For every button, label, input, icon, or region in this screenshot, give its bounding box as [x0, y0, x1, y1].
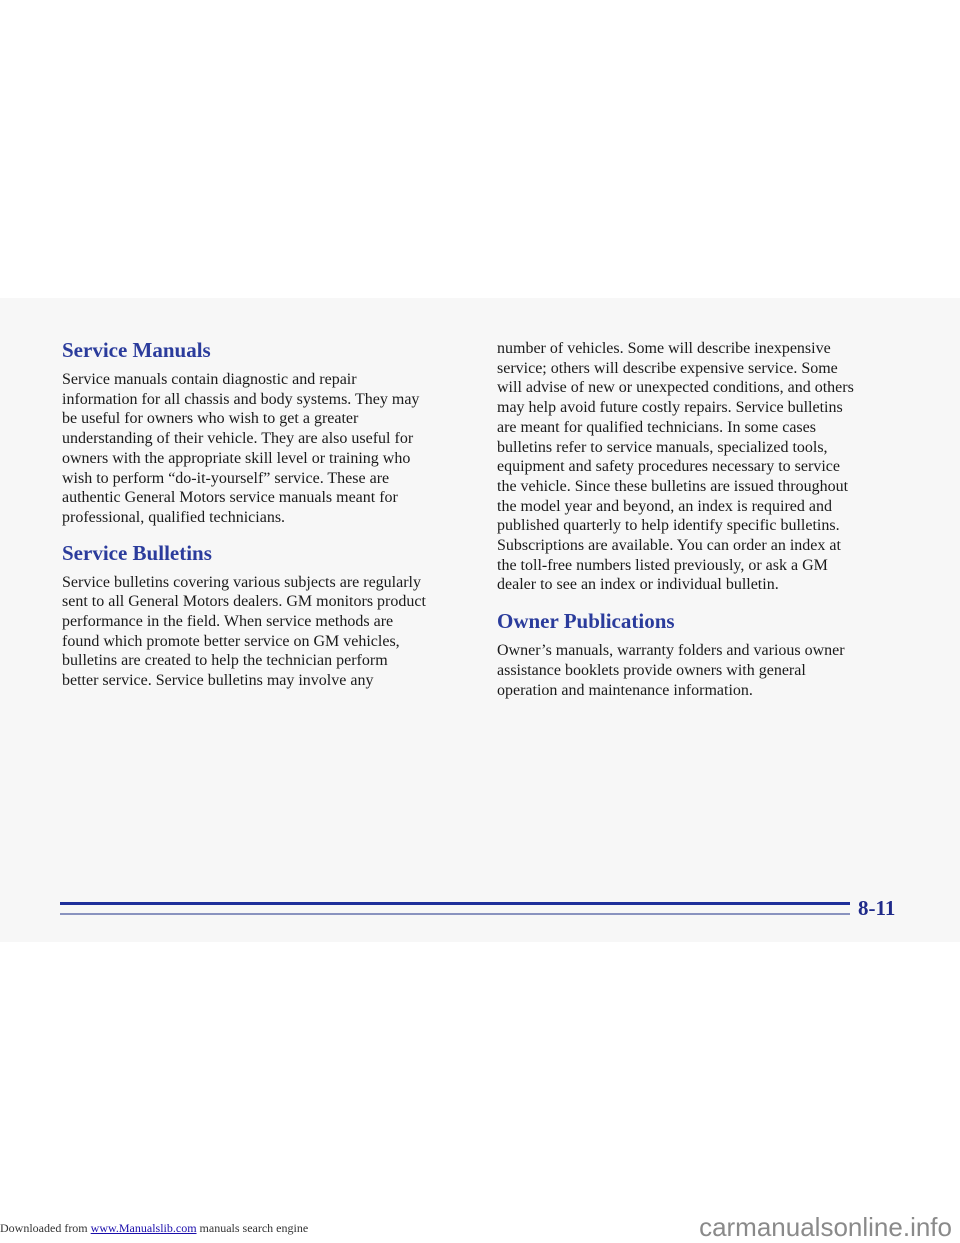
text-line: will advise of new or unexpected conditions, and others [497, 379, 854, 397]
page-number: 8-11 [858, 896, 896, 920]
text-line: owners with the appropriate skill level or training who [62, 449, 411, 467]
paragraph-service-manuals [62, 370, 482, 528]
text-line: the toll-free numbers listed previously, or ask a GM [497, 556, 828, 574]
text-line: Owner’s manuals, warranty folders and various owner [497, 642, 845, 660]
text-line: operation and maintenance information. [497, 681, 753, 699]
text-line: sent to all General Motors dealers. GM monitors product [62, 593, 426, 611]
heading-service-manuals: Service Manuals [62, 338, 211, 362]
right-column [497, 339, 917, 700]
text-line: better service. Service bulletins may involve any [62, 672, 374, 690]
manualslib-link[interactable]: www.Manualslib.com [90, 1221, 197, 1235]
heading-service-bulletins: Service Bulletins [62, 540, 212, 565]
text-line: Service bulletins covering various subjects are regularly [62, 573, 421, 591]
text-line: authentic General Motors service manuals meant for [62, 489, 398, 507]
text-line: bulletins are created to help the technician perform [62, 652, 388, 670]
text-line: found which promote better service on GM vehicles, [62, 632, 400, 650]
text-line: the model year and beyond, an index is required and [497, 497, 832, 515]
text-line: performance in the field. When service methods are [62, 613, 394, 631]
text-line: are meant for qualified technicians. In some cases [497, 418, 816, 436]
text-line: assistance booklets provide owners with general [497, 661, 806, 679]
text-line: service; others will describe expensive service. Some [497, 359, 838, 377]
heading-owner-publications: Owner Publications [497, 609, 675, 634]
footer-rule-light [60, 913, 850, 915]
text-line: number of vehicles. Some will describe inexpensive [497, 340, 831, 357]
text-line: understanding of their vehicle. They are also useful for [62, 430, 414, 448]
text-line: equipment and safety procedures necessary to service [497, 458, 840, 476]
text-line: published quarterly to help identify specific bulletins. [497, 517, 840, 535]
paragraph-service-bulletins-continued [497, 339, 917, 595]
text-line: information for all chassis and body systems. They may [62, 390, 420, 408]
text-line: bulletins refer to service manuals, specialized tools, [497, 438, 828, 456]
text-line: Service manuals contain diagnostic and repair [62, 371, 357, 388]
text-line: the vehicle. Since these bulletins are issued throughout [497, 477, 849, 495]
left-column [62, 337, 482, 691]
text-line: may help avoid future costly repairs. Service bulletins [497, 399, 843, 417]
text-line: professional, qualified technicians. [62, 508, 286, 526]
text-line: dealer to see an index or individual bulletin. [497, 576, 779, 594]
paragraph-service-bulletins [62, 573, 482, 691]
footer-rule-dark [60, 902, 850, 905]
text-line: wish to perform “do-it-yourself” service. These are [62, 469, 390, 487]
text-line: be useful for owners who wish to get a greater [62, 410, 359, 428]
paragraph-owner-publications [497, 641, 917, 700]
footer-suffix: manuals search engine [199, 1221, 309, 1235]
footer-prefix: Downloaded from [0, 1221, 88, 1235]
download-footer [0, 1221, 308, 1236]
text-line: Subscriptions are available. You can order an index at [497, 537, 841, 555]
watermark: carmanualsonline.info [699, 1212, 952, 1242]
